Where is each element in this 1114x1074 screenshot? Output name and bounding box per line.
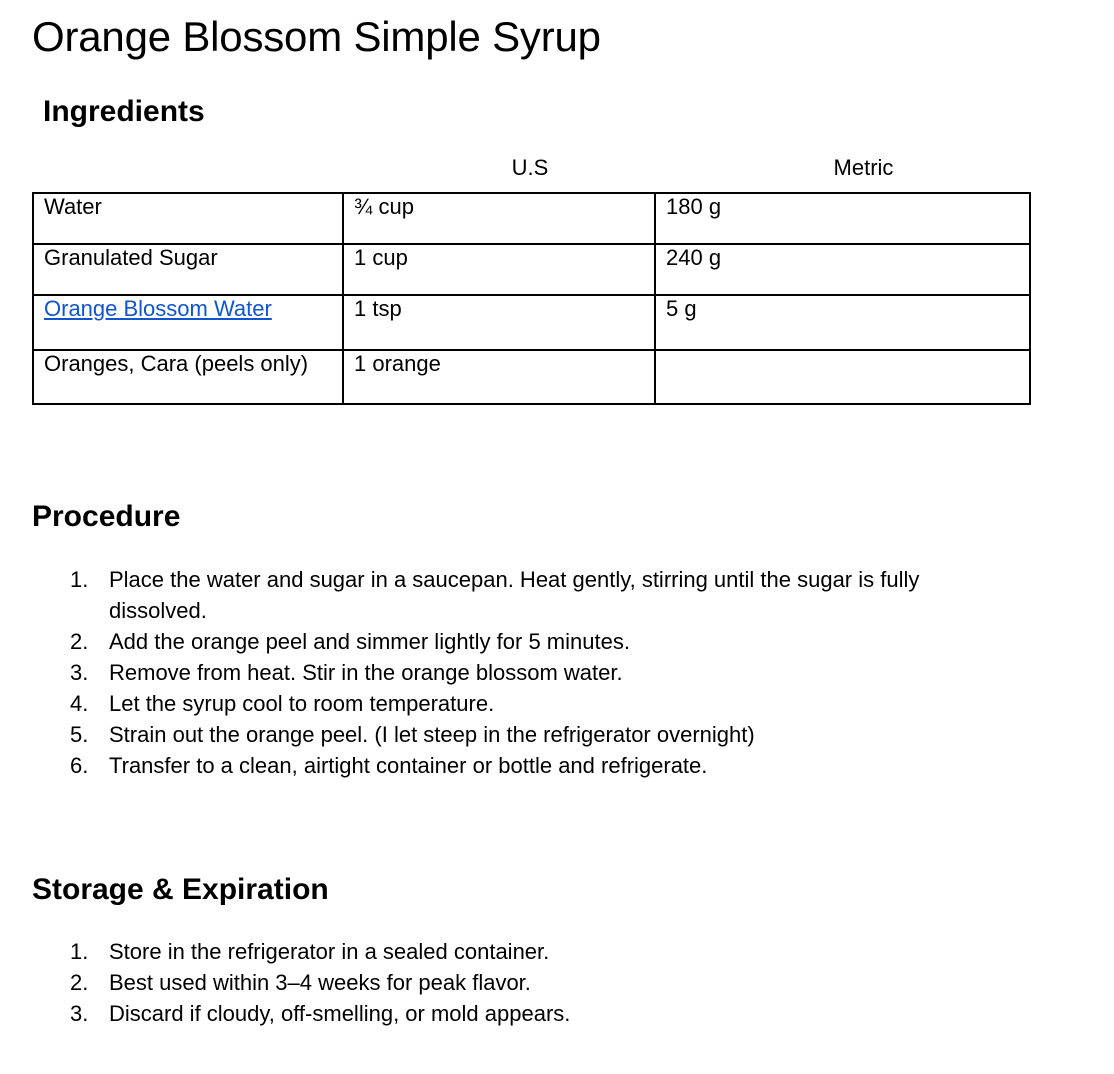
- step-text: Store in the refrigerator in a sealed container.: [109, 939, 550, 964]
- list-item: [70, 967, 990, 998]
- step-text: Strain out the orange peel. (I let steep in the refrigerator overnight): [109, 722, 755, 747]
- ingredient-name-cell: [33, 295, 343, 350]
- list-item: [70, 719, 990, 750]
- table-row: [33, 350, 1030, 404]
- ingredients-heading: Ingredients: [43, 95, 205, 128]
- step-number: 5.: [70, 722, 89, 747]
- step-number: 2.: [70, 970, 89, 995]
- ingredient-name: Oranges, Cara (peels only): [33, 350, 343, 404]
- step-text: Discard if cloudy, off-smelling, or mold appears.: [109, 1001, 571, 1026]
- column-header-metric: Metric: [833, 155, 894, 180]
- ingredient-us-amount: 1 tsp: [343, 295, 655, 350]
- table-row: [33, 295, 1030, 350]
- list-item: [70, 750, 990, 781]
- step-number: 1.: [70, 567, 89, 592]
- storage-heading: Storage & Expiration: [32, 873, 329, 906]
- table-row: [33, 244, 1030, 295]
- ingredient-metric-amount: 240 g: [655, 244, 1030, 295]
- list-item: [70, 564, 990, 626]
- ingredient-name: Water: [33, 193, 343, 244]
- list-item: [70, 998, 990, 1029]
- orange-blossom-water-link[interactable]: Orange Blossom Water: [44, 296, 272, 321]
- ingredient-metric-amount: [655, 350, 1030, 404]
- list-item: [70, 688, 990, 719]
- step-text: Best used within 3–4 weeks for peak flavor.: [109, 970, 531, 995]
- column-header-us: U.S: [511, 155, 549, 180]
- procedure-list: [70, 564, 990, 781]
- ingredients-table: [32, 192, 1031, 405]
- procedure-heading: Procedure: [32, 500, 181, 533]
- step-text: Place the water and sugar in a saucepan. Heat gently, stirring until the sugar is fully dissolved.: [109, 567, 920, 623]
- storage-list: [70, 936, 990, 1029]
- step-text: Remove from heat. Stir in the orange blossom water.: [109, 660, 623, 685]
- ingredient-name: Granulated Sugar: [33, 244, 343, 295]
- step-number: 2.: [70, 629, 89, 654]
- ingredient-metric-amount: 5 g: [655, 295, 1030, 350]
- step-text: Let the syrup cool to room temperature.: [109, 691, 495, 716]
- list-item: [70, 626, 990, 657]
- step-number: 6.: [70, 753, 89, 778]
- ingredient-us-amount: 1 cup: [343, 244, 655, 295]
- list-item: [70, 657, 990, 688]
- ingredient-us-amount: ¾ cup: [343, 193, 655, 244]
- table-row: [33, 193, 1030, 244]
- step-text: Add the orange peel and simmer lightly for 5 minutes.: [109, 629, 630, 654]
- ingredient-metric-amount: 180 g: [655, 193, 1030, 244]
- page-title: Orange Blossom Simple Syrup: [32, 13, 601, 60]
- step-text: Transfer to a clean, airtight container or bottle and refrigerate.: [109, 753, 708, 778]
- step-number: 1.: [70, 939, 89, 964]
- list-item: [70, 936, 990, 967]
- step-number: 3.: [70, 660, 89, 685]
- step-number: 4.: [70, 691, 89, 716]
- ingredient-us-amount: 1 orange: [343, 350, 655, 404]
- step-number: 3.: [70, 1001, 89, 1026]
